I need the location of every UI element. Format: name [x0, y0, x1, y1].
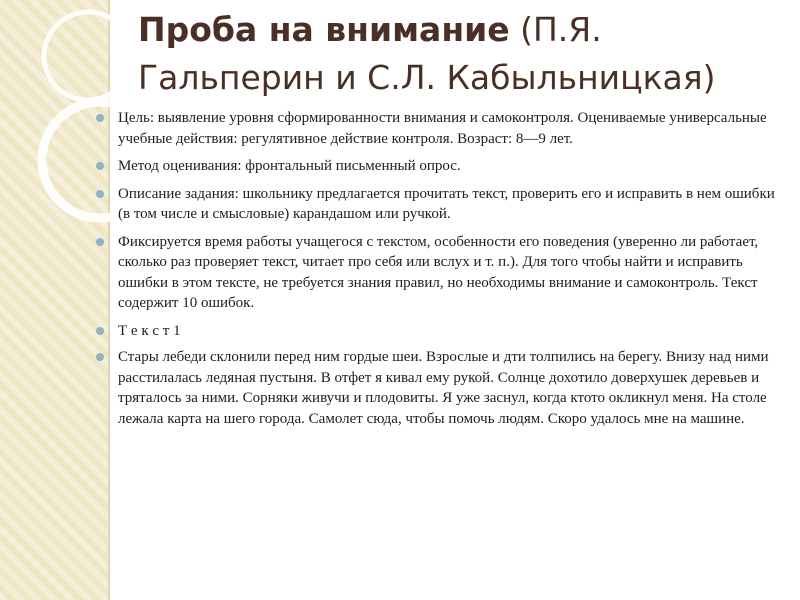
bullet-text: Описание задания: школьнику предлагается прочитать текст, проверить его и исправить в нем ошибки (в том числе и смысловые) карандашом или ручкой.: [118, 185, 775, 222]
bullet-list: [96, 108, 780, 436]
bullet-dot-icon: [96, 114, 104, 122]
bullet-method: [96, 156, 780, 177]
bullet-text: Цель: выявление уровня сформированности внимания и самоконтроля. Оцениваемые универсальные учебные действия: регулятивное действие контроля. Возраст: 8—9 лет.: [118, 110, 767, 147]
bullet-text-heading: [96, 321, 780, 342]
slide-title: [138, 6, 778, 102]
bullet-text: Метод оценивания: фронтальный письменный опрос.: [118, 158, 461, 174]
bullet-sample-text: [96, 347, 780, 429]
title-bold: Проба на внимание: [138, 10, 510, 49]
bullet-dot-icon: [96, 238, 104, 246]
bullet-dot-icon: [96, 162, 104, 170]
bullet-text: Фиксируется время работы учащегося с текстом, особенности его поведения (уверенно ли работает, сколько раз проверяет текст, читает про себя или вслух и т. п.). Для того чтобы найти и исправить ошибки в этом тексте, не требуется знания правил, но необходимы внимание и самоконтроль. Текст содержит 10 ошибок.: [118, 233, 759, 311]
ring-small: [44, 12, 132, 100]
bullet-recording: [96, 232, 780, 314]
bullet-dot-icon: [96, 353, 104, 361]
bullet-dot-icon: [96, 327, 104, 335]
bullet-task: [96, 184, 780, 225]
title-rest: (П.Я. Гальперин и С.Л. Кабыльницкая): [138, 10, 716, 97]
bullet-goal: [96, 108, 780, 149]
bullet-text: Т е к с т 1: [118, 322, 181, 339]
bullet-text: Стары лебеди склонили перед ним гордые шеи. Взрослые и дти толпились на берегу. Внизу над ними расстилалась ледяная пустыня. В отфет я кивал ему рукой. Солнце дохотило доверхушек деревьев и тряталось за ними. Сорняки живучи и плодовиты. Я уже заснул, когда ктото окликнул меня. На столе лежала карта на шего города. Самолет сюда, чтобы помочь людям. Скоро удалось мне на машине.: [118, 349, 769, 427]
bullet-dot-icon: [96, 190, 104, 198]
